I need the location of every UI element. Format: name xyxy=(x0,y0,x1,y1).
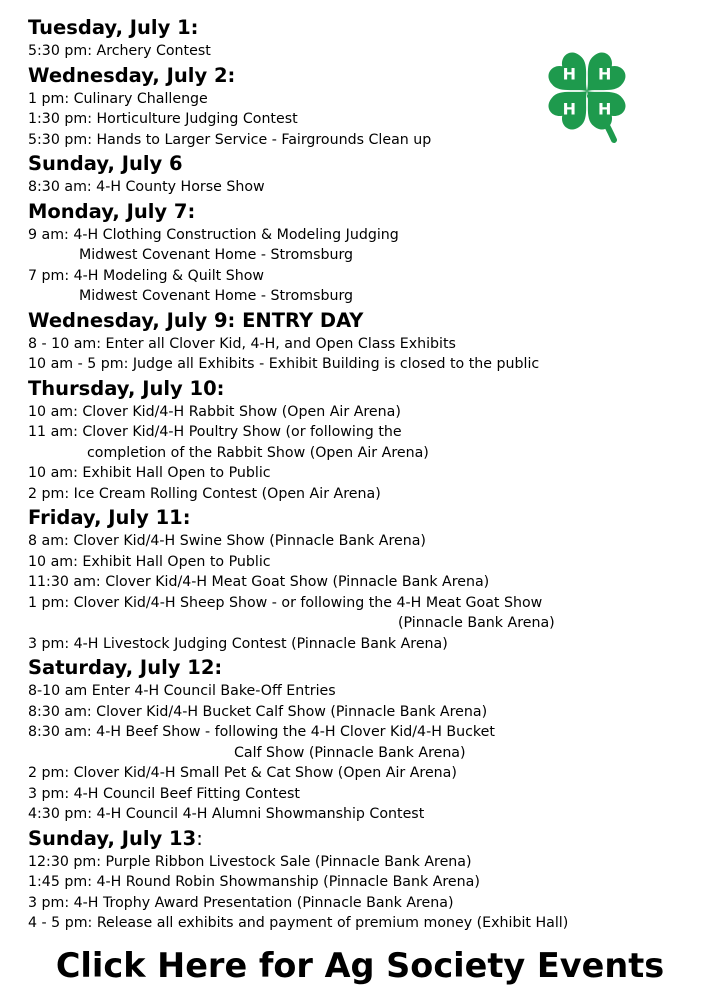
event-item xyxy=(28,852,688,873)
event-item xyxy=(28,893,688,914)
event-text: 1 pm: Clover Kid/4-H Sheep Show - or following the 4-H Meat Goat Show xyxy=(28,594,543,611)
four-h-clover-icon xyxy=(534,38,640,144)
event-item xyxy=(28,531,688,552)
event-text: 12:30 pm: Purple Ribbon Livestock Sale (Pinnacle Bank Arena) xyxy=(28,853,472,870)
event-item xyxy=(28,634,688,655)
event-continuation: Midwest Covenant Home - Stromsburg xyxy=(79,288,354,304)
day-heading xyxy=(28,825,688,852)
event-item xyxy=(28,804,688,825)
event-text: 8:30 am: 4-H Beef Show - following the 4-H Clover Kid/4-H Bucket xyxy=(28,724,495,740)
event-text: 7 pm: 4-H Modeling & Quilt Show xyxy=(28,267,264,284)
event-text: 3 pm: 4-H Livestock Judging Contest (Pinnacle Bank Arena) xyxy=(28,635,448,652)
event-item xyxy=(28,225,688,266)
day-heading-text: Sunday, July 13 xyxy=(28,826,197,850)
day-heading xyxy=(28,14,688,41)
day-heading xyxy=(28,375,688,402)
event-continuation: Midwest Covenant Home - Stromsburg xyxy=(79,247,354,263)
ag-society-events-link[interactable]: Click Here for Ag Society Events xyxy=(55,946,665,985)
event-text: 10 am: Clover Kid/4-H Rabbit Show (Open Air Arena) xyxy=(28,403,401,420)
event-text: 10 am: Exhibit Hall Open to Public xyxy=(28,553,271,570)
day-heading-text: Monday, July 7: xyxy=(28,199,196,223)
event-continuation: (Pinnacle Bank Arena) xyxy=(398,615,555,631)
event-item xyxy=(28,266,688,307)
day-heading xyxy=(28,150,688,177)
event-text: 8 - 10 am: Enter all Clover Kid, 4-H, and Open Class Exhibits xyxy=(28,335,456,352)
event-text: 8:30 am: 4-H County Horse Show xyxy=(28,179,265,195)
event-item xyxy=(28,422,688,463)
event-item xyxy=(28,177,688,198)
event-item xyxy=(28,763,688,784)
event-item xyxy=(28,913,688,934)
event-continuation: Calf Show (Pinnacle Bank Arena) xyxy=(234,744,466,761)
event-item xyxy=(28,484,688,505)
event-schedule xyxy=(28,14,688,934)
day-heading-text: Wednesday, July 2: xyxy=(28,63,236,87)
event-text: 1:30 pm: Horticulture Judging Contest xyxy=(28,111,298,127)
day-section xyxy=(28,307,688,375)
day-section xyxy=(28,504,688,654)
event-text: 2 pm: Ice Cream Rolling Contest (Open Air Arena) xyxy=(28,485,381,502)
day-heading-text: Saturday, July 12: xyxy=(28,656,223,679)
day-heading-text: Sunday, July 6 xyxy=(28,152,183,175)
day-section xyxy=(28,375,688,505)
event-text: 8:30 am: Clover Kid/4-H Bucket Calf Show (Pinnacle Bank Arena) xyxy=(28,703,488,720)
event-text: 5:30 pm: Hands to Larger Service - Fairgrounds Clean up xyxy=(28,131,432,148)
event-item xyxy=(28,593,688,634)
event-item xyxy=(28,722,688,763)
event-text: 11 am: Clover Kid/4-H Poultry Show (or following the xyxy=(28,424,402,440)
clover-letter: H xyxy=(597,99,612,119)
event-text: 10 am - 5 pm: Judge all Exhibits - Exhibit Building is closed to the public xyxy=(28,356,540,372)
event-text: 10 am: Exhibit Hall Open to Public xyxy=(28,465,271,481)
day-heading xyxy=(28,504,688,531)
event-continuation: completion of the Rabbit Show (Open Air Arena) xyxy=(87,444,429,461)
event-item xyxy=(28,354,688,375)
event-item xyxy=(28,402,688,423)
event-item xyxy=(28,552,688,573)
event-text: 5:30 pm: Archery Contest xyxy=(28,43,211,59)
event-item xyxy=(28,702,688,723)
event-text: 4:30 pm: 4-H Council 4-H Alumni Showmanship Contest xyxy=(28,806,425,822)
day-heading xyxy=(28,654,688,681)
event-text: 3 pm: 4-H Trophy Award Presentation (Pinnacle Bank Arena) xyxy=(28,894,454,911)
day-heading xyxy=(28,307,688,334)
event-item xyxy=(28,872,688,893)
event-text: 8 am: Clover Kid/4-H Swine Show (Pinnacle Bank Arena) xyxy=(28,533,426,549)
day-heading-text: Thursday, July 10: xyxy=(28,376,225,400)
day-heading-text: Tuesday, July 1: xyxy=(28,16,199,39)
event-item xyxy=(28,681,688,702)
event-text: 11:30 am: Clover Kid/4-H Meat Goat Show (Pinnacle Bank Arena) xyxy=(28,574,490,590)
event-text: 4 - 5 pm: Release all exhibits and payment of premium money (Exhibit Hall) xyxy=(28,915,569,931)
day-heading xyxy=(28,198,688,225)
event-item xyxy=(28,334,688,355)
clover-letter: H xyxy=(562,64,577,84)
clover-letter: H xyxy=(562,99,577,119)
event-text: 8-10 am Enter 4-H Council Bake-Off Entries xyxy=(28,683,336,699)
day-section xyxy=(28,198,688,307)
day-section xyxy=(28,825,688,934)
event-item xyxy=(28,463,688,484)
event-text: 3 pm: 4-H Council Beef Fitting Contest xyxy=(28,785,300,802)
clover-letter: H xyxy=(597,64,612,84)
event-text: 2 pm: Clover Kid/4-H Small Pet & Cat Show (Open Air Arena) xyxy=(28,765,457,781)
day-section xyxy=(28,150,688,198)
event-text: 1 pm: Culinary Challenge xyxy=(28,90,208,107)
event-item xyxy=(28,572,688,593)
day-heading-text: Wednesday, July 9: ENTRY DAY xyxy=(28,308,364,332)
day-heading-suffix: : xyxy=(196,826,203,850)
event-item xyxy=(28,784,688,805)
event-text: 9 am: 4-H Clothing Construction & Modeling Judging xyxy=(28,226,399,243)
day-heading-text: Friday, July 11: xyxy=(28,506,191,529)
event-text: 1:45 pm: 4-H Round Robin Showmanship (Pinnacle Bank Arena) xyxy=(28,874,480,890)
day-section xyxy=(28,654,688,825)
